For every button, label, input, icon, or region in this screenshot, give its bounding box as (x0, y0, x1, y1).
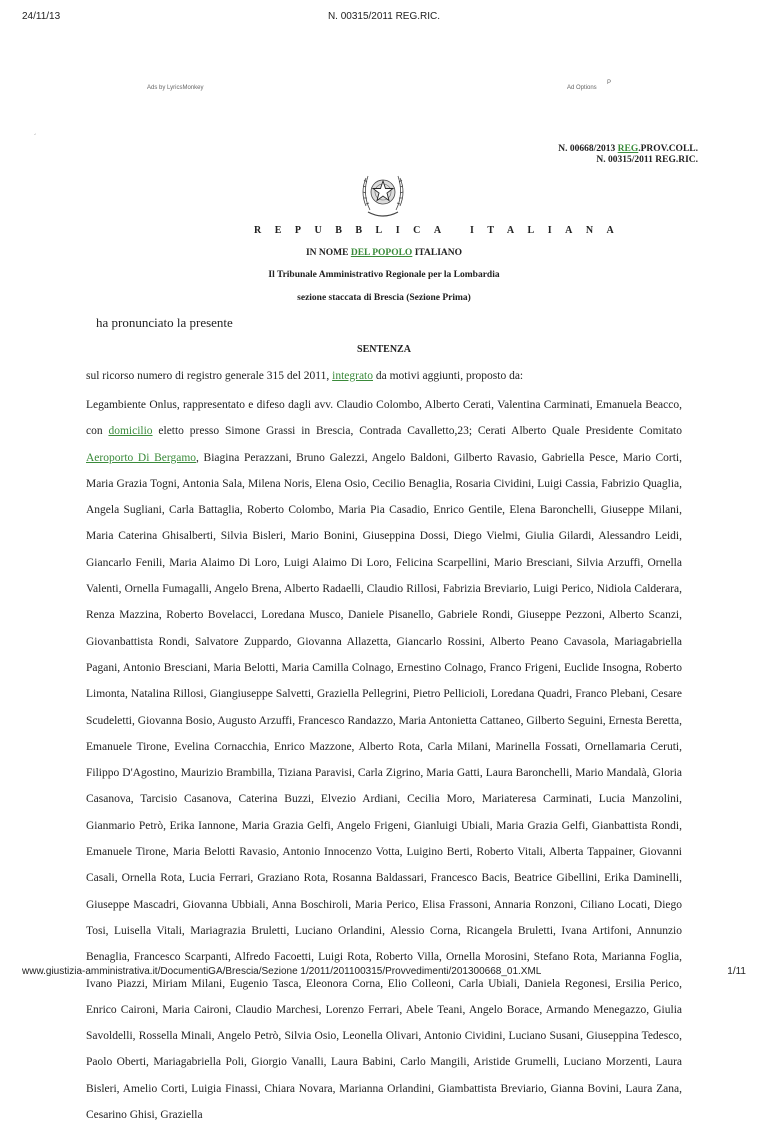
print-title: N. 00315/2011 REG.RIC. (327, 11, 441, 22)
parties-paragraph (86, 392, 682, 1128)
italian-republic-emblem-icon (358, 166, 408, 221)
sezione-heading: sezione staccata di Brescia (Sezione Prima) (297, 293, 471, 303)
tribunale-heading: Il Tribunale Amministrativo Regionale per la Lombardia (268, 270, 500, 280)
repubblica-heading: REPUBBLICA ITALIANA (254, 225, 628, 236)
ad-options-label: Ad Options (567, 85, 597, 91)
del-popolo-link[interactable]: DEL POPOLO (350, 248, 413, 258)
sentenza-heading: SENTENZA (357, 344, 411, 355)
stray-mark: ´ (34, 133, 37, 142)
reference-prefix: N. 00668/2013 (558, 144, 618, 154)
parties-text-2: eletto presso Simone Grassi in Brescia, Contrada Cavalletto,23; Cerati Alberto Quale Presidente Comitato (152, 425, 682, 438)
ad-options-link[interactable] (567, 80, 612, 91)
print-date: 24/11/13 (22, 11, 61, 22)
pronunciato-line: ha pronunciato la presente (96, 315, 233, 330)
reference-line-2: N. 00315/2011 REG.RIC. (596, 155, 698, 165)
parties-text-3: , Biagina Perazzani, Bruno Galezzi, Angelo Baldoni, Gilberto Ravasio, Gabriella Pesce, Mario Corti, Maria Grazia Togni, Antonia Sala, Milena Noris, Elena Osio, Cecilio Benaglia, Rosaria Cividini, Luigi Cassia, Fabrizio Quaglia, Angela Sugliani, Carla Battaglia, Roberto Colombo, Maria Pia Casadio, Enrico Gentile, Elena Baronchelli, Giuseppe Milani, Maria Caterina Ghisalberti, Silvia Bisleri, Mario Bonini, Giuseppina Dossi, Diego Vielmi, Giulia Gilardi, Alessandro Leidi, Giancarlo Fenili, Maria Alaimo Di Loro, Luigi Alaimo Di Loro, Felicina Scarpellini, Mario Bresciani, Silvia Arzuffi, Ornella Valenti, Ornella Fumagalli, Angelo Brena, Alberto Radaelli, Claudio Rillosi, Fabrizia Breviario, Luigi Perico, Nidiola Calderara, Renza Mazzina, Roberto Bovelacci, Loredana Musco, Daniele Pisanello, Gabriele Rondi, Giuseppe Pezzoni, Alberto Scanzi, Giovanbattista Rondi, Salvatore Zuppardo, Giovanna Allazetta, Giancarlo Rossini, Alberto Peano Cavasola, Mariagabriella Pagani, Antonio Bresciani, Maria Belotti, Maria Camilla Colnago, Ernestino Colnago, Franco Frigeni, Euclide Insogna, Roberto Limonta, Natalina Rillosi, Giangiuseppe Salvetti, Graziella Pellegrini, Pietro Pellicioli, Loredana Quadri, Franco Plebani, Cesare Scudeletti, Giovanna Bosio, Augusto Arzuffi, Francesco Randazzo, Maria Antonietta Cattaneo, Gilberto Seguini, Ernesta Beretta, Emanuele Tirone, Evelina Cornacchia, Enrico Mazzone, Alberto Rota, Carla Milani, Marinella Fossati, Ornellamaria Ceruti, Filippo D'Agostino, Maurizio Brambilla, Tiziana Paravisi, Carla Zigrino, Maria Gatti, Laura Baronchelli, Mario Mandalà, Gloria Casanova, Tarcisio Casanova, Caterina Buzzi, Elvezio Ardiani, Cecilia Moro, Mariateresa Carminati, Lucia Manzolini, Gianmario Petrò, Erika Iannone, Maria Grazia Gelfi, Angelo Frigeni, Gianluigi Ubiali, Maria Grazia Gelfi, Gianbattista Rondi, Emanuele Tirone, Maria Belotti Ravasio, Antonio Innocenzo Votta, Luigino Berti, Roberto Vitali, Alberta Tappainer, Giovanni Casali, Ornella Rota, Lucia Ferrari, Graziano Rota, Rosanna Baldassari, Francesco Bacis, Beatrice Gibellini, Erika Daminelli, Giuseppe Mascadri, Giovanna Ubbiali, Anna Boschiroli, Maria Perico, Elisa Frassoni, Annaria Ronzoni, Ciliano Locati, Diego Tosi, Luisella Vitali, Mariagrazia Bruletti, Luciano Orlandini, Alessio Corna, Ricangela Bruletti, Ivana Artifoni, Annunzio Benaglia, Francesco Scarpanti, Alfredo Facoetti, Luigi Rota, Roberto Villa, Ornella Morosini, Stefano Rota, Marianna Foglia, Ivano Piazzi, Miriam Milani, Eugenio Tasca, Eleonora Corna, Elio Colleoni, Carla Ubiali, Daniela Regonesi, Ersilia Perico, Enrico Caironi, Maria Caironi, Claudio Marchesi, Lorenzo Ferrari, Abele Teani, Angelo Borace, Armando Menegazzo, Giulia Savoldelli, Rossella Minali, Angelo Petrò, Silvia Osio, Leonella Olivari, Antonio Cividini, Luciano Susani, Giuseppina Tedesco, Paolo Oberti, Mariagabriella Poli, Giorgio Vanalli, Laura Babini, Carlo Mangili, Aristide Grumelli, Luciano Morzenti, Laura Bisleri, Amelio Corti, Luigia Finassi, Chiara Novara, Marianna Orlandini, Giambattista Breviario, Gianna Bovini, Laura Zana, Cesarino Ghisi, Graziella (86, 451, 682, 1122)
footer-page-number: 1/11 (727, 966, 746, 977)
parties-text-1: Legambiente Onlus, rappresentato e difeso dagli avv. Claudio Colombo, Alberto Cerati, Valentina Carminati, Emanuela Beacco, con (86, 399, 682, 438)
reference-suffix: .PROV.COLL. (638, 144, 698, 154)
reference-block (558, 144, 698, 166)
ads-by-link[interactable]: Ads by LyricsMonkey (147, 85, 204, 91)
ad-marker: P (607, 80, 612, 86)
intro-line (86, 370, 523, 382)
in-nome-heading (0, 248, 768, 258)
integrato-link[interactable]: integrato (332, 370, 373, 382)
domicilio-link[interactable]: domicilio (108, 425, 153, 438)
reg-link[interactable]: REG (617, 144, 639, 154)
intro-prefix: sul ricorso numero di registro generale 315 del 2011, (86, 370, 333, 382)
intro-suffix: da motivi aggiunti, proposto da: (373, 370, 524, 382)
reference-line-1 (558, 144, 698, 155)
aeroporto-link[interactable]: Aeroporto Di Bergamo (86, 451, 197, 464)
in-nome-prefix: IN NOME (305, 248, 351, 258)
footer-url: www.giustizia-amministrativa.it/DocumentiGA/Brescia/Sezione 1/2011/201100315/Provvedimenti/201300668_01.XML (22, 966, 542, 977)
in-nome-suffix: ITALIANO (412, 248, 463, 258)
